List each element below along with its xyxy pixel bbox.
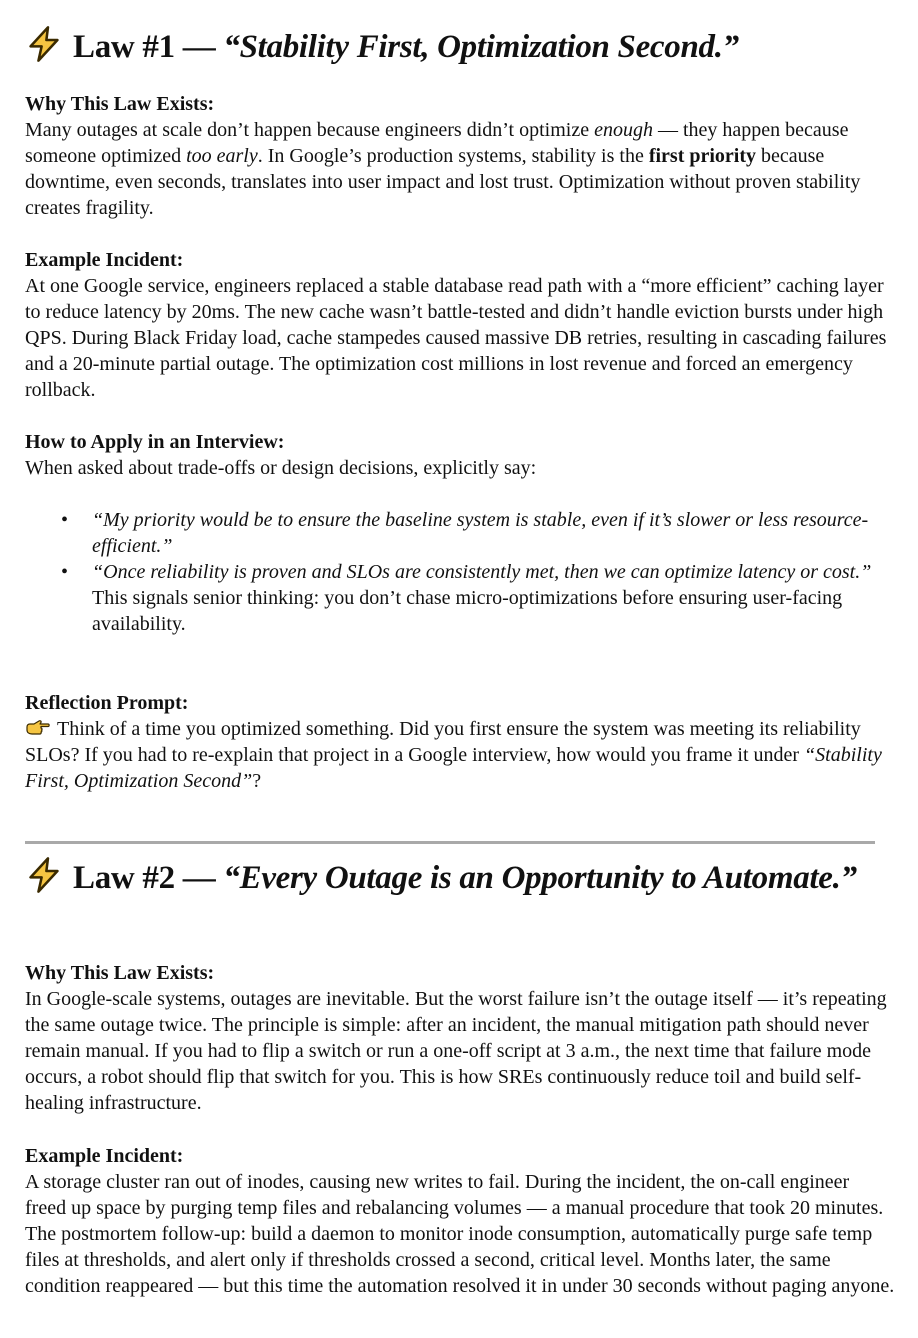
section-heading: Why This Law Exists:	[25, 93, 215, 115]
list-item: • “My priority would be to ensure the baseline system is stable, even if it’s slower or less resource-efficient.”	[61, 509, 869, 557]
example-block	[25, 1143, 895, 1299]
law-2-title	[25, 856, 865, 898]
reflection-block	[25, 690, 895, 794]
section-divider	[25, 841, 875, 844]
lightning-bolt-icon	[25, 856, 63, 894]
law-quote: “Every Outage is an Opportunity to Automate.”	[223, 860, 857, 896]
section-heading: Example Incident:	[25, 1145, 184, 1167]
apply-intro: When asked about trade-offs or design decisions, explicitly say:	[25, 457, 537, 479]
list-item: • “Once reliability is proven and SLOs are consistently met, then we can optimize latency or cost.” This signals senior thinking: you don’t chase micro-optimizations before ensuring user-facing availability.	[61, 561, 872, 635]
why-block	[25, 960, 895, 1116]
apply-followup: This signals senior thinking: you don’t chase micro-optimizations before ensuring user-facing availability.	[92, 587, 843, 635]
law-number: Law #1 —	[73, 29, 224, 65]
lightning-bolt-icon	[25, 25, 63, 63]
law-number: Law #2 —	[73, 860, 224, 896]
section-heading: How to Apply in an Interview:	[25, 431, 285, 453]
section-heading: Example Incident:	[25, 249, 184, 271]
example-paragraph: A storage cluster ran out of inodes, causing new writes to fail. During the incident, the on-call engineer freed up space by purging temp files and rebalancing volumes — a manual procedure that took 20 minutes. The postmortem follow-up: build a daemon to monitor inode consumption, automatically purge safe temp files at thresholds, and alert only if thresholds crossed a second, critical level. Months later, the same condition reappeared — but this time the automation resolved it in under 30 seconds without paging anyone.	[25, 1171, 895, 1297]
section-heading: Why This Law Exists:	[25, 962, 215, 984]
quote-list	[25, 507, 895, 637]
example-block	[25, 247, 895, 403]
reflection-paragraph: Think of a time you optimized something. Did you first ensure the system was meeting its reliability SLOs? If you had to re-explain that project in a Google interview, how would you frame it under “Stability First, Optimization Second”?	[25, 718, 882, 792]
bullet-icon: •	[61, 561, 69, 583]
law-quote: “Stability First, Optimization Second.”	[223, 29, 739, 65]
why-block	[25, 91, 895, 221]
pointing-hand-icon	[25, 719, 51, 737]
example-paragraph: At one Google service, engineers replaced a stable database read path with a “more efficient” caching layer to reduce latency by 20ms. The new cache wasn’t battle-tested and didn’t handle eviction bursts under high QPS. During Black Friday load, cache stampedes caused massive DB retries, resulting in cascading failures and a 20-minute partial outage. The optimization cost millions in lost revenue and forced an emergency rollback.	[25, 275, 887, 401]
bullet-icon: •	[61, 509, 69, 531]
section-heading: Reflection Prompt:	[25, 692, 189, 714]
apply-block	[25, 429, 895, 637]
why-paragraph: In Google-scale systems, outages are inevitable. But the worst failure isn’t the outage itself — it’s repeating the same outage twice. The principle is simple: after an incident, the manual mitigation path should never remain manual. If you had to flip a switch or run a one-off script at 3 a.m., the next time that failure mode occurs, a robot should flip that switch for you. This is how SREs continuously reduce toil and build self-healing infrastructure.	[25, 988, 887, 1114]
law-1-title	[25, 25, 739, 67]
why-paragraph: Many outages at scale don’t happen because engineers didn’t optimize enough — they happen because someone optimized too early. In Google’s production systems, stability is the first priority because downtime, even seconds, translates into user impact and lost trust. Optimization without proven stability creates fragility.	[25, 119, 861, 219]
